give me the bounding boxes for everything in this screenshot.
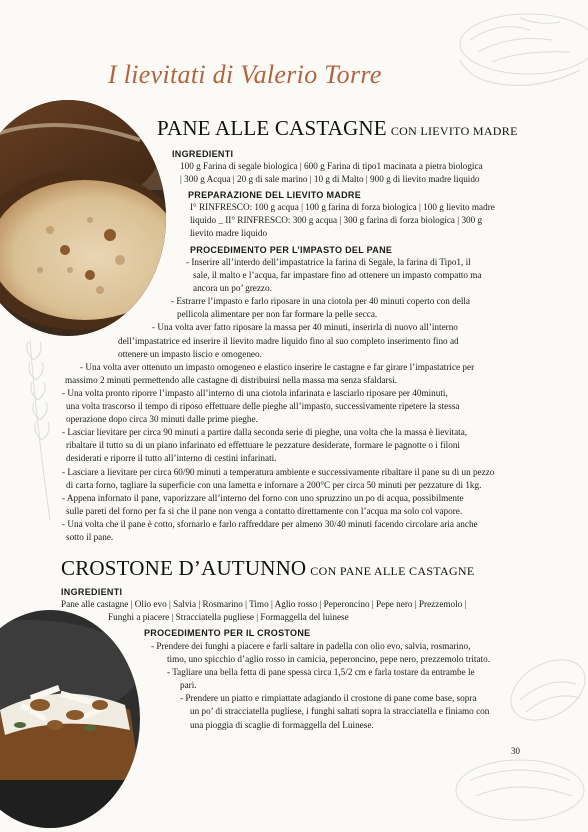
text-line: pari. bbox=[180, 680, 197, 691]
text-line: ribaltare il tutto su di un piano infarinato ed effettuare le pezzature desiderate, formare le pagnotte o i filoni bbox=[66, 440, 460, 451]
recipe-title bbox=[157, 116, 518, 141]
text-line: timo, uno spicchio d’aglio rosso in camicia, peperoncino, pepe nero, prezzemolo tritato. bbox=[167, 654, 490, 665]
text-line: - Appena infornato il pane, vaporizzare all’interno del forno con uno spruzzino un po di acqua, possibilmente bbox=[62, 492, 464, 503]
text-line: desiderati e riporre il tutto all’interno di cestini infarinati. bbox=[66, 453, 277, 464]
starter-text bbox=[190, 201, 530, 240]
text-line: di carta forno, tagliare la superficie con una lametta e infornare a 200°C per circa 50 minuti per pezzature di 1kg. bbox=[66, 479, 482, 490]
text-line: massimo 2 minuti permettendo alle castagne di distribuirsi nella massa ma senza sfaldarsi. bbox=[65, 374, 397, 385]
starter-heading: PREPARAZIONE DEL LIEVITO MADRE bbox=[188, 190, 362, 200]
text-line: - Prendere un piatto e rimpiattate adagiando il crostone di pane come base, sopra bbox=[180, 693, 477, 704]
text-line: - Tagliare una bella fetta di pane spessa circa 1,5/2 cm e farla tostare da entrambe le bbox=[167, 667, 475, 678]
text-line: - Una volta aver ottenuto un impasto omogeneo e elastico inserire le castagne e far girare l’impastatrice per bbox=[80, 361, 475, 372]
page-number: 30 bbox=[511, 746, 520, 756]
text-line: sotto il pane. bbox=[66, 531, 114, 542]
text-line: ottenere un impasto liscio e omogeneo. bbox=[118, 348, 262, 359]
text-line: I° RINFRESCO: 100 g acqua | 100 g farina di forza biologica | 100 g lievito madre bbox=[190, 202, 495, 212]
text-line: - Inserire all’interdo dell’impastatrice la farina di Segale, la farina di Tipo1, il bbox=[186, 257, 471, 267]
recipe-title bbox=[61, 556, 475, 581]
text-line: sulle pareti del forno per fa si che il pane non venga a contatto direttamente con l’acqua ma solo col vapore. bbox=[66, 505, 463, 516]
text-line: Pane alle castagne | Olio evo | Salvia | Rosmarino | Timo | Aglio rosso | Peperoncino | Pepe nero | Prezzemolo | bbox=[61, 599, 467, 609]
ingredients-heading: INGREDIENTI bbox=[172, 149, 234, 159]
text-line: 100 g Farina di segale biologica | 600 g Farina di tipo1 macinata a pietra biologica bbox=[180, 161, 483, 171]
text-line: - Una volta aver fatto riposare la massa per 40 minuti, inserirla di nuovo all’interno bbox=[152, 322, 458, 333]
text-line: una volta trascorso il tempo di riposo effettuare delle pieghe all’impasto, successivamente ripetere la stessa bbox=[66, 401, 460, 412]
text-line: lievito madre liquido bbox=[190, 228, 268, 239]
text-line: - Prendere dei funghi a piacere e farli saltare in padella con olio evo, salvia, rosmarino, bbox=[151, 641, 471, 651]
recipe-title-main: CROSTONE D’AUTUNNO bbox=[61, 556, 307, 580]
ingredients-text bbox=[180, 160, 524, 186]
text-line: operazione dopo circa 30 minuti dalle prime pieghe. bbox=[66, 414, 258, 425]
recipe-title-sub: CON LIEVITO MADRE bbox=[390, 124, 518, 138]
text-line: un po’ di stracciatella pugliese, i funghi saltati sopra la stracciatella e finiamo con bbox=[190, 706, 490, 717]
text-line: - Estrarre l’impasto e farlo riposare in una ciotola per 40 minuti coperto con della bbox=[171, 296, 470, 307]
text-line: - Una volta che il pane è cotto, sfornarlo e farlo raffreddare per almeno 30/40 minuti facendo circolare aria anche bbox=[62, 518, 478, 529]
text-line: - Una volta pronto riporre l’impasto all’interno di una ciotola infarinata e lasciarlo riposare per 40minuti, bbox=[62, 387, 448, 398]
ingredients-heading: INGREDIENTI bbox=[61, 587, 123, 597]
text-line: una pioggia di scaglie di formaggella del Luinese. bbox=[190, 719, 374, 730]
book-header-title: I lievitati di Valerio Torre bbox=[108, 60, 382, 89]
text-line: dell’impastatrice ed inserire il lievito madre liquido fino al suo completo inserimento fino ad bbox=[118, 335, 459, 346]
recipe-title-main: PANE ALLE CASTAGNE bbox=[157, 116, 387, 140]
recipe-title-sub: CON PANE ALLE CASTAGNE bbox=[310, 564, 475, 578]
procedure-heading: PROCEDIMENTO PER IL CROSTONE bbox=[144, 628, 311, 638]
text-line: pellicola alimentare per non far formare la pelle secca. bbox=[177, 309, 378, 320]
procedure-text bbox=[0, 640, 588, 732]
procedure-text bbox=[0, 256, 588, 544]
text-line: - Lasciare a lievitare per circa 60/90 minuti a temperatura ambiente e successivamente ribaltare il pane su di un pezzo bbox=[62, 466, 495, 477]
text-line: | 300 g Acqua | 20 g di sale marino | 10 g di Malto | 900 g di lievito madre liquido bbox=[180, 174, 480, 185]
text-line: ancora un po’ grezzo. bbox=[193, 283, 272, 294]
text-line: - Lasciar lievitare per circa 90 minuti a partire dalla seconda serie di pieghe, una volta che la massa è lievitata, bbox=[62, 427, 468, 438]
text-line: Funghi a piacere | Stracciatella pugliese | Formaggella del luinese bbox=[108, 612, 349, 623]
procedure-heading: PROCEDIMENTO PER L’IMPASTO DEL PANE bbox=[190, 245, 393, 255]
text-line: liquido _ II° RINFRESCO: 300 g acqua | 300 g farina di forza biologica | 300 g bbox=[190, 215, 483, 226]
text-line: sale, il malto e l’acqua, far impastare fino ad ottenere un impasto compatto ma bbox=[193, 270, 482, 281]
